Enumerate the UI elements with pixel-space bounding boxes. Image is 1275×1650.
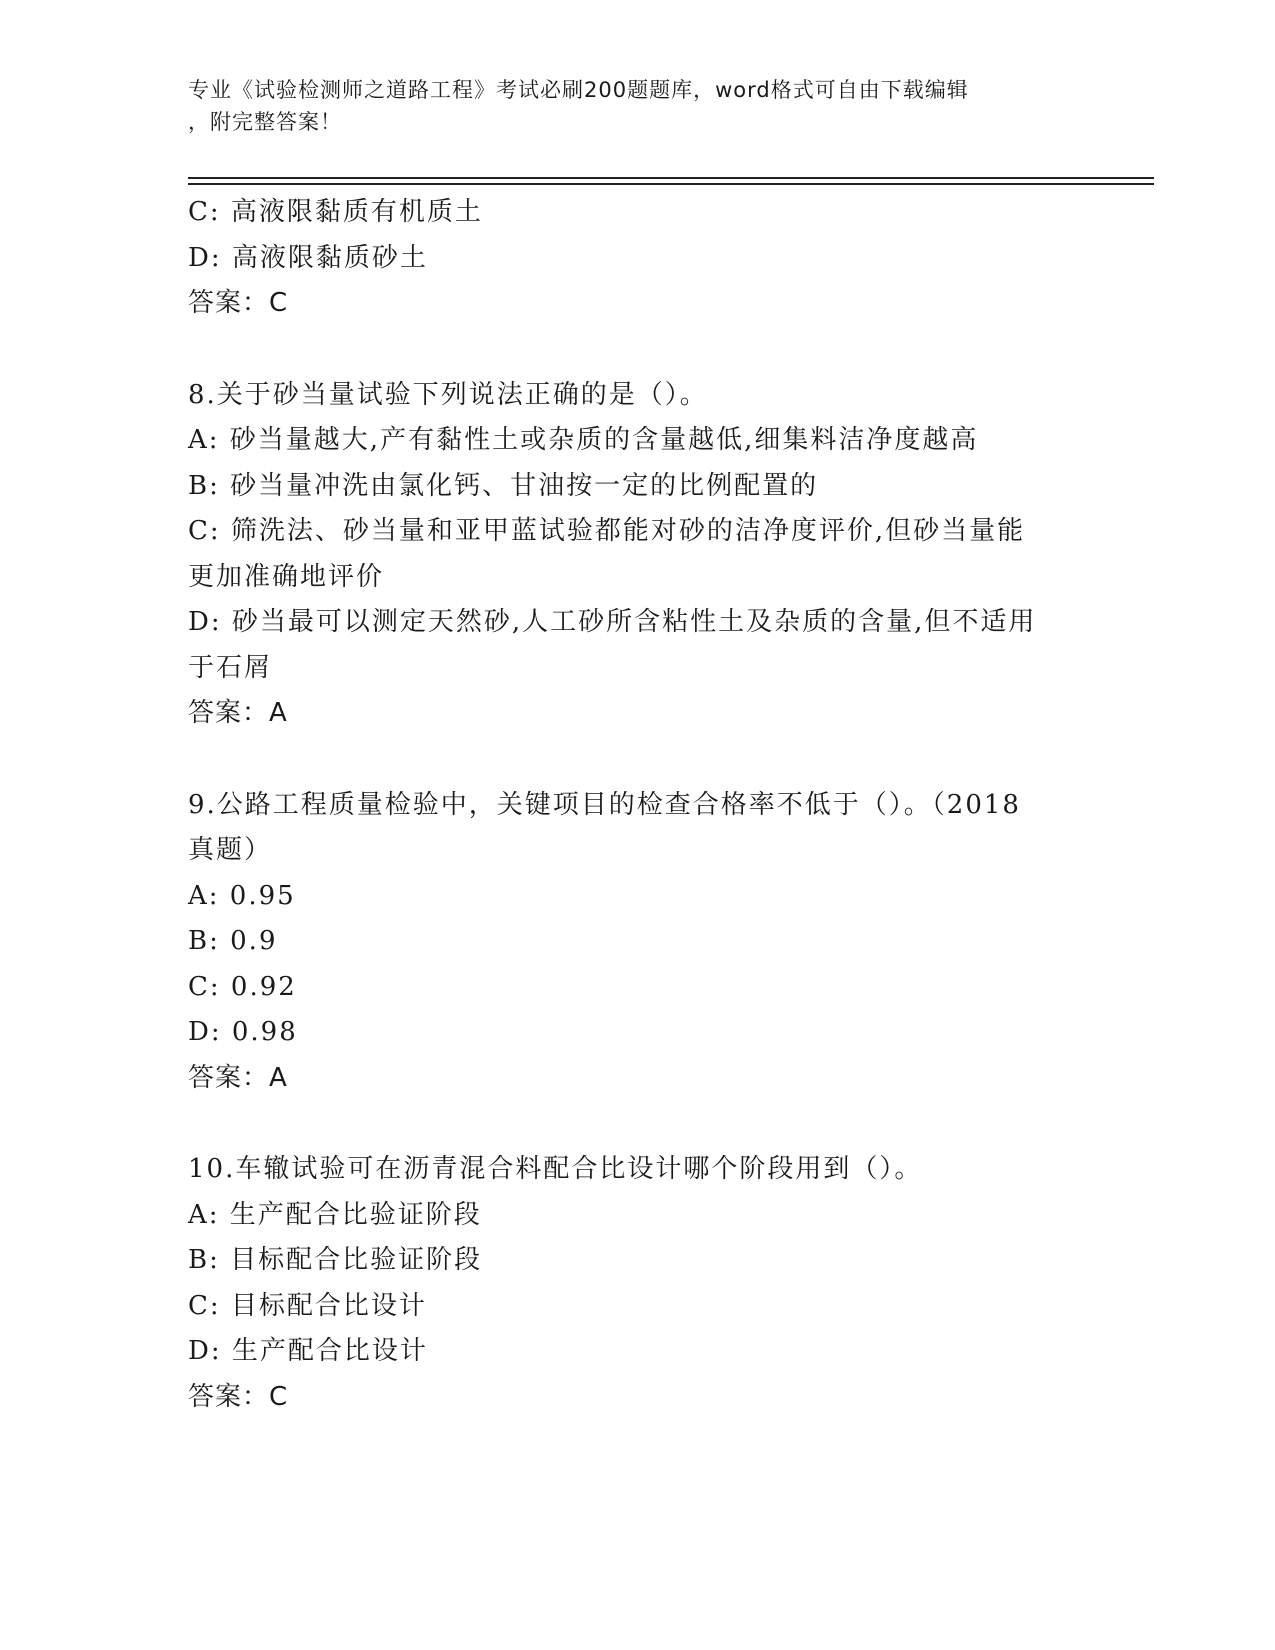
answer: 答案：C (188, 288, 289, 318)
header-rule-bottom (188, 183, 1154, 185)
header-line-1: 专业《试验检测师之道路工程》考试必刷200题题库，word格式可自由下载编辑 (188, 78, 969, 102)
document-body (188, 190, 1088, 1420)
spacer (188, 737, 1088, 783)
answer: 答案：C (188, 1381, 289, 1412)
answer: 答案：A (188, 698, 288, 728)
option-d: D: 生产配合比设计 (188, 1336, 428, 1366)
question-text: 8.关于砂当量试验下列说法正确的是（）。 (188, 379, 708, 410)
answer: 答案：A (188, 1062, 288, 1093)
option-c-continued: 更加准确地评价 (188, 561, 385, 592)
header-rule-top (188, 177, 1154, 179)
option-b: B: 0.9 (188, 926, 278, 956)
spacer (188, 327, 1088, 373)
question-text: 10.车辙试验可在沥青混合料配合比设计哪个阶段用到（）。 (188, 1154, 923, 1184)
option-d: D: 0.98 (188, 1017, 298, 1047)
question-10 (188, 1147, 1088, 1420)
question-text: 9.公路工程质量检验中，关键项目的检查合格率不低于（）。（2018 (188, 789, 1021, 820)
option-c: C: 高液限黏质有机质土 (188, 197, 483, 227)
option-d-continued: 于石屑 (188, 652, 273, 683)
carryover-question (188, 190, 1088, 327)
spacer (188, 1101, 1088, 1147)
option-c: C: 目标配合比设计 (188, 1290, 427, 1321)
question-8 (188, 373, 1088, 737)
question-text-continued: 真题） (188, 835, 273, 865)
option-d: D: 高液限黏质砂土 (188, 242, 428, 273)
option-b: B: 砂当量冲洗由氯化钙、甘油按一定的比例配置的 (188, 470, 819, 501)
option-a: A: 生产配合比验证阶段 (188, 1199, 482, 1230)
question-9 (188, 783, 1088, 1102)
option-a: A: 0.95 (188, 880, 296, 911)
page-header (188, 74, 1068, 138)
option-a: A: 砂当量越大,产有黏性土或杂质的含量越低,细集料洁净度越高 (188, 425, 979, 455)
option-c: C: 0.92 (188, 971, 297, 1002)
option-c: C: 筛洗法、砂当量和亚甲蓝试验都能对砂的洁净度评价,但砂当量能 (188, 516, 1026, 546)
option-b: B: 目标配合比验证阶段 (188, 1245, 483, 1275)
option-d: D: 砂当最可以测定天然砂,人工砂所含粘性土及杂质的含量,但不适用 (188, 607, 1037, 637)
header-line-2: ，附完整答案！ (188, 110, 342, 134)
